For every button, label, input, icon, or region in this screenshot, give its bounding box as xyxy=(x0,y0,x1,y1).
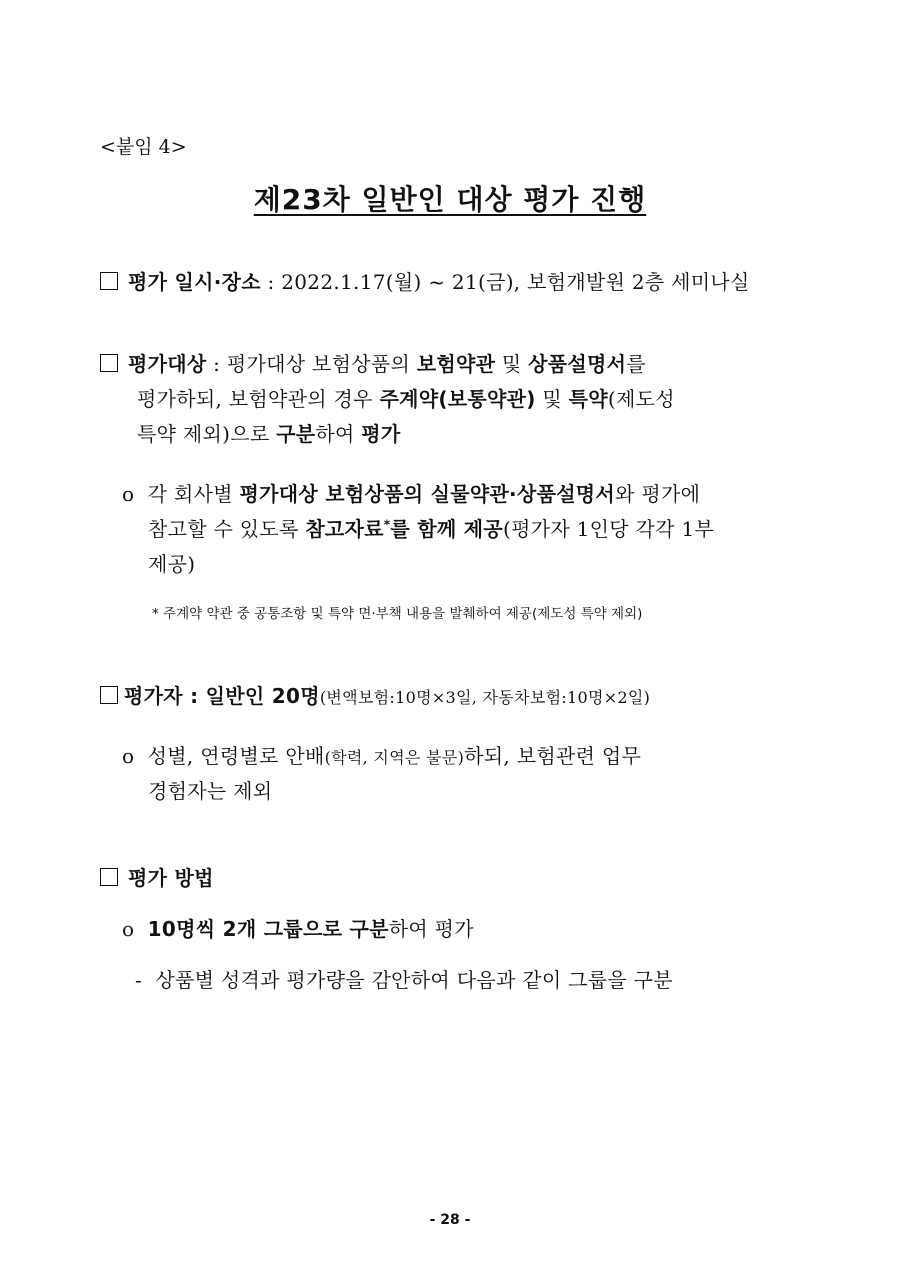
target-bold: 평가 xyxy=(361,422,401,446)
checkbox-square-icon xyxy=(100,354,118,372)
target-sub-line3 xyxy=(148,548,195,577)
page-title: 제23차 일반인 대상 평가 진행 xyxy=(253,183,647,216)
section-target-line2 xyxy=(137,383,675,412)
dash-bullet: - xyxy=(135,968,143,992)
method-text: 하여 평가 xyxy=(388,917,474,941)
target-text: (제도성 xyxy=(607,387,675,411)
schedule-label: 평가 일시·장소 xyxy=(128,270,261,294)
page-number: - 28 - xyxy=(429,1212,471,1228)
target-bold: 보험약관 xyxy=(416,352,496,376)
checkbox-square-icon xyxy=(100,272,118,290)
sub-text: 제공) xyxy=(148,552,196,576)
evaluator-small: (학력, 지역은 불문) xyxy=(324,748,465,767)
section-evaluator xyxy=(100,680,650,709)
sub-text: (평가자 1인당 각각 1부 xyxy=(503,517,715,541)
bullet-o: o xyxy=(122,917,135,941)
method-dash-text: 상품별 성격과 평가량을 감안하여 다음과 같이 그룹을 구분 xyxy=(155,968,673,992)
section-target-line3 xyxy=(137,418,401,447)
sub-text: 참고할 수 있도록 xyxy=(148,517,306,541)
sub-bold: 를 함께 제공 xyxy=(390,517,504,541)
sub-bold: 평가대상 보험상품의 실물약관·상품설명서 xyxy=(239,482,616,506)
footnote: * 주계약 약관 중 공통조항 및 특약 면·부책 내용을 발췌하여 제공(제도성 특약 제외) xyxy=(152,606,643,622)
evaluator-label: 평가자 : 일반인 20명 xyxy=(124,684,320,708)
schedule-sep: : xyxy=(260,270,282,294)
target-bold: 주계약(보통약관) xyxy=(379,387,536,411)
section-target-line1 xyxy=(100,348,646,377)
evaluator-text: 하되, 보험관련 업무 xyxy=(464,744,642,768)
schedule-text: 2022.1.17(월) ~ 21(금), 보험개발원 2층 세미나실 xyxy=(281,270,750,294)
evaluator-text: 성별, 연령별로 안배 xyxy=(147,744,325,768)
bullet-o: o xyxy=(122,482,135,506)
sub-text: 각 회사별 xyxy=(147,482,240,506)
checkbox-square-icon xyxy=(100,868,118,886)
target-bold: 특약 xyxy=(568,387,608,411)
target-sub-line2 xyxy=(148,513,714,542)
checkbox-square-icon xyxy=(100,686,118,704)
target-text: 평가하되, 보험약관의 경우 xyxy=(137,387,380,411)
target-text: : 평가대상 보험상품의 xyxy=(206,352,417,376)
section-method xyxy=(100,862,214,891)
method-bold: 10명씩 2개 그룹으로 구분 xyxy=(147,917,389,941)
target-text: 및 xyxy=(495,352,529,376)
method-dash xyxy=(135,964,673,993)
sub-bold: 참고자료 xyxy=(305,517,384,541)
target-bold: 구분 xyxy=(276,422,316,446)
sub-text: 와 평가에 xyxy=(615,482,701,506)
method-label: 평가 방법 xyxy=(128,866,214,890)
method-sub xyxy=(122,913,474,942)
evaluator-sub-line2 xyxy=(148,775,272,804)
section-schedule xyxy=(100,266,750,295)
evaluator-sub-line1 xyxy=(122,740,641,769)
target-bold: 상품설명서 xyxy=(528,352,627,376)
evaluator-detail: (변액보험:10명×3일, 자동차보험:10명×2일) xyxy=(319,688,651,707)
target-text: 를 xyxy=(626,352,646,376)
target-sub-line1 xyxy=(122,478,700,507)
evaluator-text: 경험자는 제외 xyxy=(148,779,273,803)
footnote-star: * xyxy=(383,517,391,532)
bullet-o: o xyxy=(122,744,135,768)
attachment-label: <붙임 4> xyxy=(100,136,187,158)
target-text: 및 xyxy=(535,387,569,411)
target-label: 평가대상 xyxy=(128,352,207,376)
target-text: 특약 제외)으로 xyxy=(137,422,277,446)
target-text: 하여 xyxy=(315,422,362,446)
